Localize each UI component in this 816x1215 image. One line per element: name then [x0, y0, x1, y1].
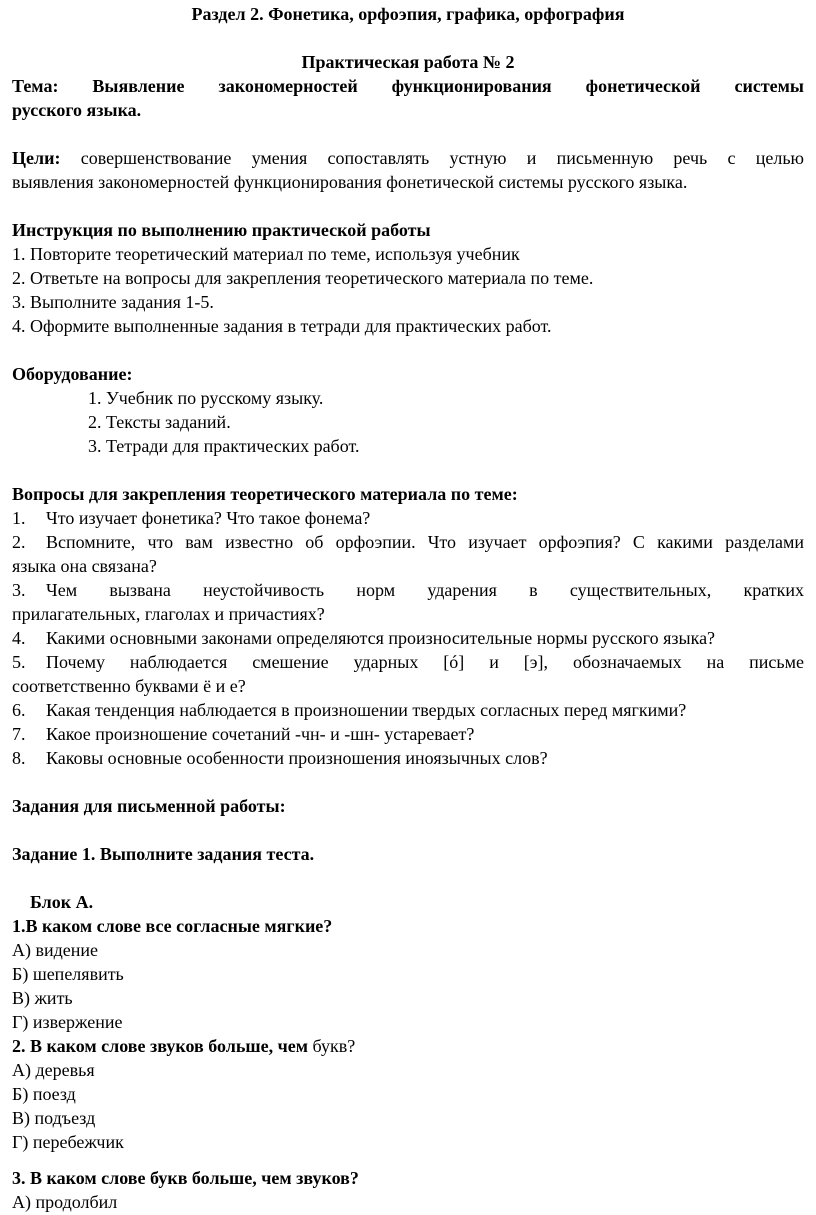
question-5-line-1 [12, 650, 804, 674]
test-question-3: 3. В каком слове букв больше, чем звуков? [12, 1168, 359, 1188]
question-6 [12, 698, 804, 722]
instructions-heading: Инструкция по выполнению практической работы [12, 220, 431, 240]
test-question-2-bold: 2. В каком слове звуков больше, чем [12, 1036, 308, 1056]
answer-option: Б) шепелявить [12, 964, 124, 984]
question-number: 6. [12, 700, 26, 720]
goals-label: Цели: [12, 148, 61, 168]
question-number: 4. [12, 628, 26, 648]
question-text: Что изучает фонетика? Что такое фонема? [46, 508, 371, 528]
block-heading: Блок А. [30, 892, 94, 912]
instruction-item: 2. Ответьте на вопросы для закрепления теоретического материала по теме. [12, 268, 594, 288]
question-number: 3. [12, 580, 26, 600]
question-1 [12, 506, 804, 530]
question-text: Какими основными законами определяются произносительные нормы русского языка? [46, 628, 716, 648]
equipment-item: 3. Тетради для практических работ. [88, 436, 360, 456]
task-1-heading: Задание 1. Выполните задания теста. [12, 844, 315, 864]
answer-option: Б) поезд [12, 1084, 76, 1104]
answer-option: А) видение [12, 940, 99, 960]
question-number: 7. [12, 724, 26, 744]
question-number: 1. [12, 508, 26, 528]
equipment-heading: Оборудование: [12, 364, 133, 384]
question-text: Какое произношение сочетаний -чн- и -шн- устаревает? [46, 724, 475, 744]
question-text: Почему наблюдается смешение ударных [ó] и [э], обозначаемых на письме [46, 652, 804, 672]
goals-line-1 [12, 146, 804, 170]
topic-label: Тема: [12, 76, 59, 96]
answer-option: А) деревья [12, 1060, 95, 1080]
question-number: 2. [12, 532, 26, 552]
question-2-line-1 [12, 530, 804, 554]
goals-text-1: совершенствование умения сопоставлять устную и письменную речь с целью [80, 148, 804, 168]
question-5-line-2: соответственно буквами ё и е? [12, 676, 246, 696]
question-text: Каковы основные особенности произношения иноязычных слов? [46, 748, 548, 768]
questions-heading: Вопросы для закрепления теоретического материала по теме: [12, 484, 518, 504]
answer-option: Г) извержение [12, 1012, 123, 1032]
question-3-line-1 [12, 578, 804, 602]
topic-line-1 [12, 74, 804, 98]
answer-option: Г) перебежчик [12, 1132, 124, 1152]
test-question-2 [12, 1034, 804, 1058]
question-text: Вспомните, что вам известно об орфоэпии. Что изучает орфоэпия? С какими разделами [46, 532, 804, 552]
question-text: Какая тенденция наблюдается в произношении твердых согласных перед мягкими? [46, 700, 687, 720]
topic-line-2: русского языка. [12, 100, 142, 120]
question-3-line-2: прилагательных, глаголах и причастиях? [12, 604, 325, 624]
section-title: Раздел 2. Фонетика, орфоэпия, графика, орфография [191, 4, 625, 24]
answer-option: В) жить [12, 988, 73, 1008]
question-number: 5. [12, 652, 26, 672]
equipment-item: 2. Тексты заданий. [88, 412, 231, 432]
equipment-item: 1. Учебник по русскому языку. [88, 388, 324, 408]
goals-line-2: выявления закономерностей функционирования фонетической системы русского языка. [12, 172, 688, 192]
test-question-1: 1.В каком слове все согласные мягкие? [12, 916, 333, 936]
answer-option: В) подъезд [12, 1108, 96, 1128]
question-2-line-2: языка она связана? [12, 556, 157, 576]
written-tasks-heading: Задания для письменной работы: [12, 796, 286, 816]
answer-option: А) продолбил [12, 1192, 118, 1212]
instruction-item: 1. Повторите теоретический материал по теме, используя учебник [12, 244, 520, 264]
question-4 [12, 626, 804, 650]
test-question-2-rest: букв? [307, 1036, 356, 1056]
question-number: 8. [12, 748, 26, 768]
question-text: Чем вызвана неустойчивость норм ударения в существительных, кратких [46, 580, 804, 600]
question-7 [12, 722, 804, 746]
question-8 [12, 746, 804, 770]
instruction-item: 3. Выполните задания 1-5. [12, 292, 214, 312]
topic-text-1: Выявление закономерностей функционирования фонетической системы [92, 76, 804, 96]
instruction-item: 4. Оформите выполненные задания в тетради для практических работ. [12, 316, 552, 336]
work-title: Практическая работа № 2 [301, 52, 515, 72]
